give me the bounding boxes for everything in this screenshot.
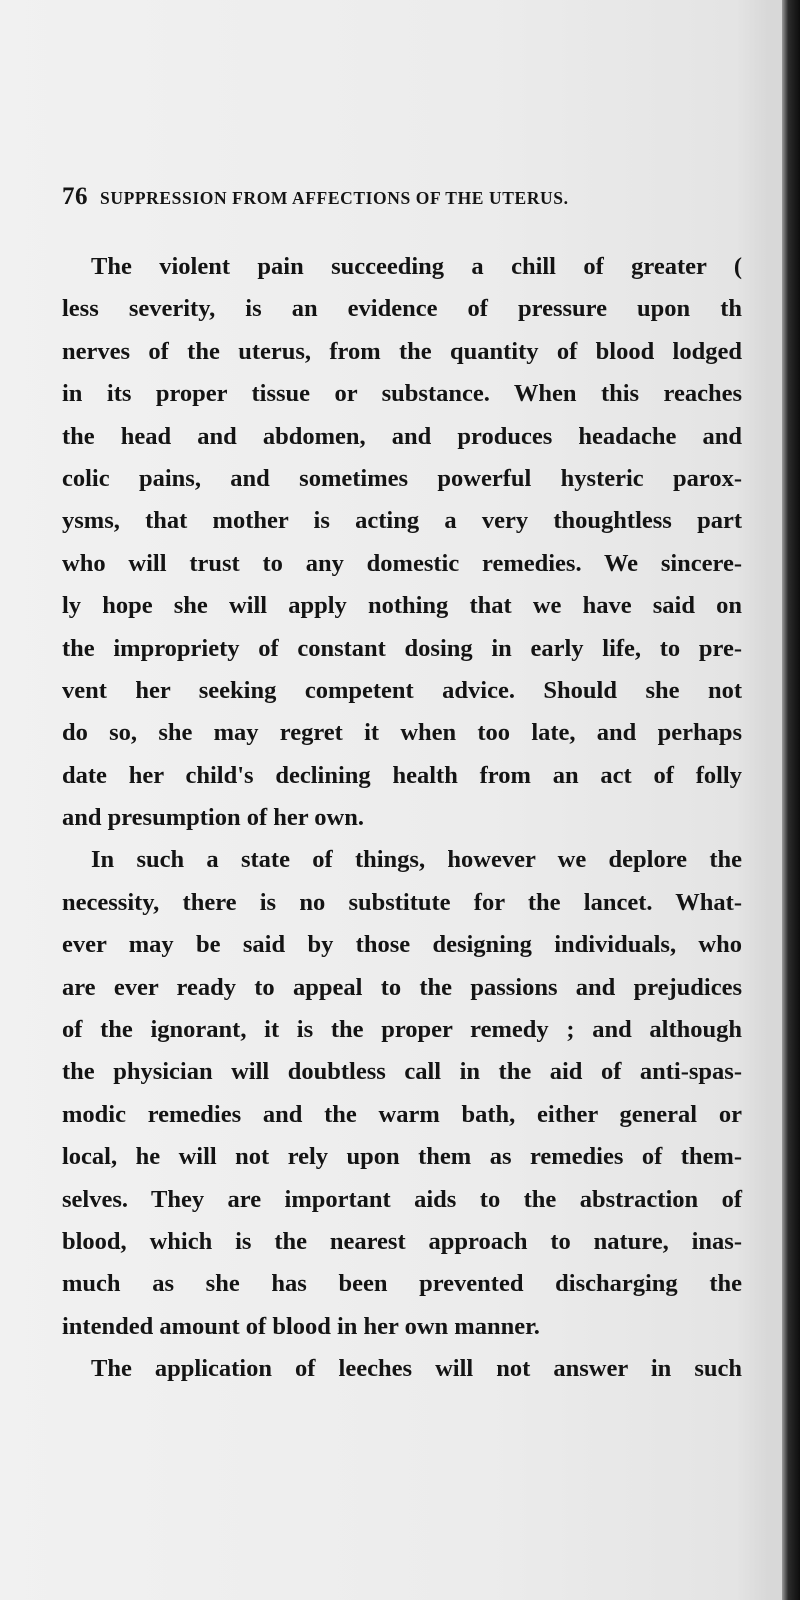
text-line: In such a state of things, however we deplore the — [91, 846, 742, 874]
text-line: nerves of the uterus, from the quantity of blood lodged — [62, 337, 742, 365]
page-number: 76 — [62, 183, 88, 210]
text-line: necessity, there is no substitute for the lancet. What- — [62, 888, 742, 916]
text-line: The application of leeches will not answer in such — [91, 1355, 742, 1383]
text-line: do so, she may regret it when too late, and perhaps — [62, 719, 742, 747]
text-line: less severity, is an evidence of pressure upon th — [62, 295, 742, 323]
text-line: selves. They are important aids to the abstraction of — [62, 1185, 742, 1213]
running-title: SUPPRESSION FROM AFFECTIONS OF THE UTERUS. — [100, 188, 569, 208]
text-line: vent her seeking competent advice. Should she not — [62, 676, 742, 704]
text-line: ever may be said by those designing individuals, who — [62, 931, 742, 959]
text-line: date her child's declining health from an act of folly — [62, 761, 742, 789]
body-text — [62, 246, 742, 1391]
text-line: The violent pain succeeding a chill of greater ( — [91, 253, 742, 280]
text-line: blood, which is the nearest approach to nature, inas- — [62, 1227, 742, 1255]
text-line: the impropriety of constant dosing in early life, to pre- — [62, 634, 742, 662]
text-line: in its proper tissue or substance. When this reaches — [62, 380, 742, 408]
text-line: are ever ready to appeal to the passions and prejudices — [62, 973, 742, 1001]
book-spine-edge — [782, 0, 800, 1600]
text-line: and presumption of her own. — [62, 804, 365, 832]
text-line: who will trust to any domestic remedies. We sincere- — [62, 549, 742, 577]
text-line: the head and abdomen, and produces headache and — [62, 422, 742, 450]
running-head — [62, 183, 752, 223]
text-line: ysms, that mother is acting a very thoughtless part — [62, 507, 742, 535]
text-line: ly hope she will apply nothing that we have said on — [62, 592, 742, 620]
text-line: intended amount of blood in her own manner. — [62, 1312, 540, 1340]
text-line: the physician will doubtless call in the aid of anti-spas- — [62, 1058, 742, 1086]
text-line: local, he will not rely upon them as remedies of them- — [62, 1143, 742, 1171]
text-line: modic remedies and the warm bath, either general or — [62, 1100, 742, 1128]
text-line: of the ignorant, it is the proper remedy ; and although — [62, 1016, 742, 1044]
text-line: much as she has been prevented discharging the — [62, 1270, 742, 1298]
text-line: colic pains, and sometimes powerful hysteric parox- — [62, 464, 742, 492]
